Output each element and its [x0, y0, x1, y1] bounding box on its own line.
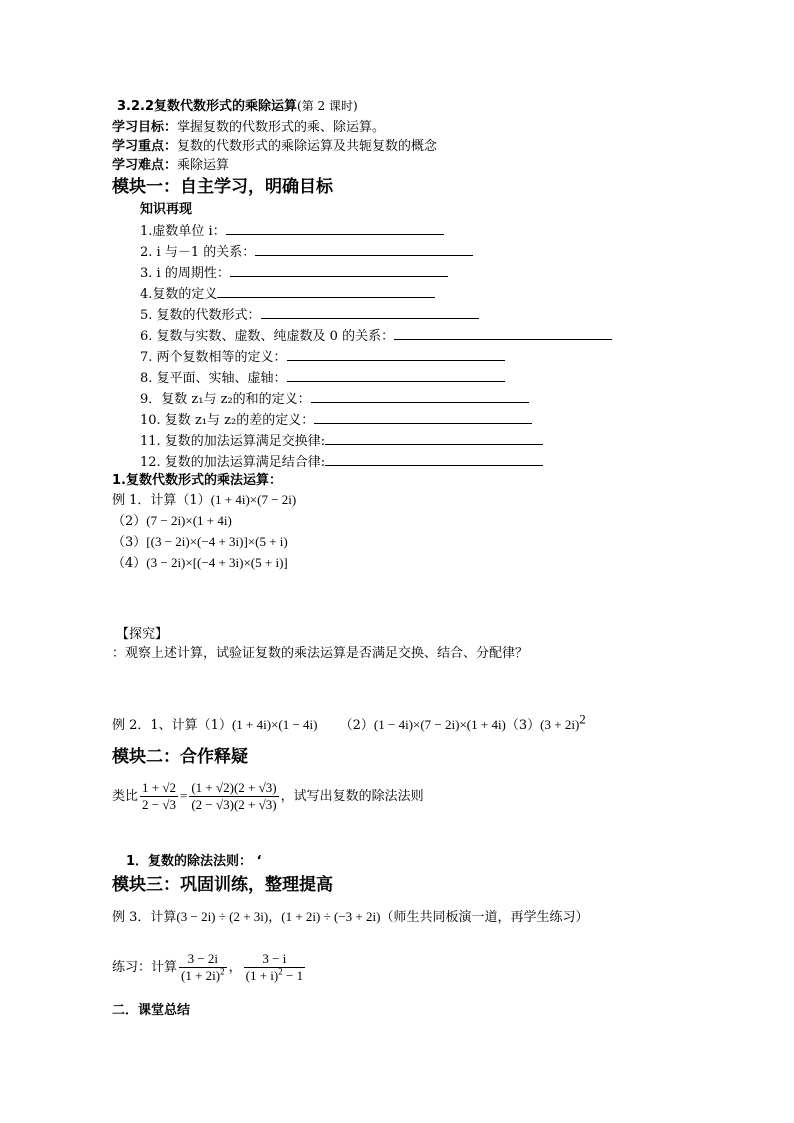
answer-blank[interactable]: [255, 243, 473, 256]
recall-item-1: 1.虚数单位 i：: [140, 222, 444, 241]
answer-blank[interactable]: [325, 453, 543, 466]
learning-goal: 学习目标：掌握复数的代数形式的乘、除运算。: [112, 120, 386, 135]
example-1-part-3: （3）[(3 − 2i)×(−4 + 3i)]×(5 + i): [112, 534, 288, 550]
answer-blank[interactable]: [230, 264, 448, 277]
lesson-title: 3.2.2复数代数形式的乘除运算(第 2 课时): [117, 99, 358, 114]
recall-item-9: 9．复数 z₁与 z₂的和的定义：: [140, 390, 529, 409]
example-1-part-1: 例 1．计算（1）(1 + 4i)×(7 − 2i): [112, 492, 297, 508]
recall-heading: 知识再现: [140, 202, 193, 217]
fraction-rationalized: $\frac{(1 + √2)(2 + √3)}{(2 - √3)(2 + √3)}$: [191, 780, 277, 812]
recall-item-5: 5. 复数的代数形式：: [140, 306, 479, 325]
module1-heading: 模块一：自主学习，明确目标: [112, 177, 333, 197]
recall-item-10: 10. 复数 z₁与 z₂的差的定义：: [140, 411, 532, 430]
recall-item-4: 4.复数的定义: [140, 285, 435, 304]
class-summary-heading: 二．课堂总结: [112, 1003, 191, 1018]
recall-item-7: 7. 两个复数相等的定义：: [140, 348, 505, 367]
answer-blank[interactable]: [311, 390, 529, 403]
recall-item-12: 12. 复数的加法运算满足结合律:: [140, 453, 543, 472]
example-3: 例 3．计算(3 − 2i) ÷ (2 + 3i)，(1 + 2i) ÷ (−3 + 2i)（师生共同板演一道，再学生练习）: [112, 909, 589, 925]
practice: 练习：计算 $\frac{3 - 2i}{(1 + 2i)^2}$ ， $\frac{3 - i}{(1 + i)^2 - 1}$: [112, 951, 304, 983]
answer-blank[interactable]: [287, 348, 505, 361]
answer-blank[interactable]: [394, 327, 612, 340]
explore-text: ：观察上述计算，试验证复数的乘法运算是否满足交换、结合、分配律？: [112, 646, 529, 661]
practice-fraction-2: $\frac{3 - i}{(1 + i)^2 - 1}$: [245, 951, 304, 983]
answer-blank[interactable]: [217, 285, 435, 298]
answer-blank[interactable]: [287, 369, 505, 382]
recall-item-6: 6. 复数与实数、虚数、纯虚数及 0 的关系：: [140, 327, 612, 346]
recall-item-8: 8. 复平面、实轴、虚轴：: [140, 369, 505, 388]
module2-heading: 模块二：合作释疑: [112, 747, 248, 767]
answer-blank[interactable]: [325, 432, 543, 445]
multiplication-heading: 1.复数代数形式的乘法运算：: [112, 473, 282, 488]
learning-difficulty: 学习难点：乘除运算: [112, 158, 230, 173]
fraction-sqrt: $\frac{1 + √2}{2 - √3}$: [142, 780, 176, 812]
division-rule: 1．复数的除法法则： ‘: [126, 854, 262, 869]
explore-heading: 【探究】: [116, 627, 169, 642]
practice-fraction-1: $\frac{3 - 2i}{(1 + 2i)^2}$: [181, 951, 225, 983]
recall-item-11: 11. 复数的加法运算满足交换律:: [140, 432, 543, 451]
answer-blank[interactable]: [226, 222, 444, 235]
answer-blank[interactable]: [261, 306, 479, 319]
recall-item-3: 3. i 的周期性：: [140, 264, 448, 283]
module3-heading: 模块三：巩固训练，整理提高: [112, 875, 333, 895]
division-analogy: 类比 $\frac{1 + √2}{2 - √3}$ = $\frac{(1 + √2)(2 + √3)}{(2 - √3)(2 + √3)}$ ，试写出复数的除法法则: [112, 780, 424, 812]
example-1-part-2: （2）(7 − 2i)×(1 + 4i): [112, 513, 232, 529]
recall-item-2: 2. i 与－1 的关系：: [140, 243, 473, 262]
answer-blank[interactable]: [314, 411, 532, 424]
example-2: 例 2．1、计算（1）(1 + 4i)×(1 − 4i) $(2)(1 - 4i)\times(7 - 2i)\times(1 + 4i)(3)(3 + 2i)^2$: [112, 711, 586, 733]
example-1-part-4: （4）(3 − 2i)×[(−4 + 3i)×(5 + i)]: [112, 555, 288, 571]
learning-focus: 学习重点：复数的代数形式的乘除运算及共轭复数的概念: [112, 139, 438, 154]
